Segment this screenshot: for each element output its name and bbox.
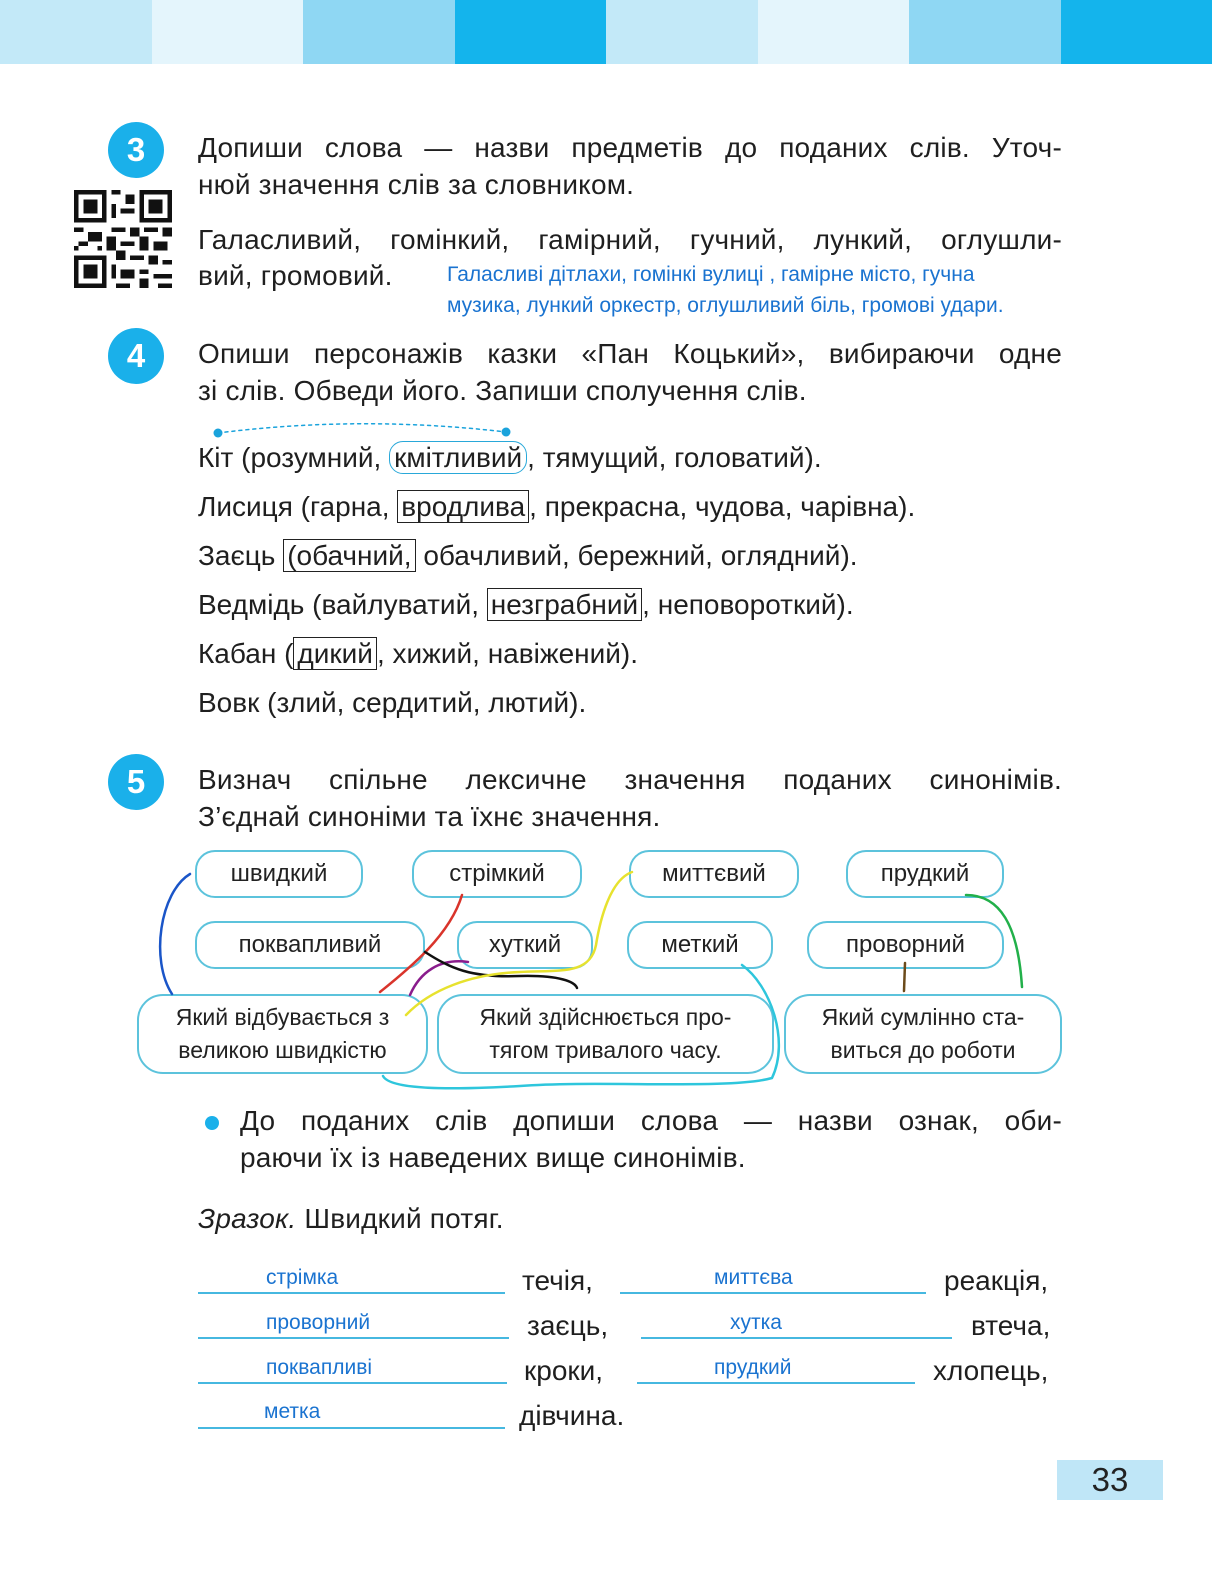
yellow-line <box>406 872 632 1015</box>
noun-label: дівчина. <box>519 1400 625 1431</box>
answer-handwritten: хутка <box>730 1311 782 1334</box>
answer-line[interactable] <box>637 1382 915 1384</box>
synonym-strimkyi[interactable]: стрімкий <box>412 850 582 898</box>
synonym-provornyi[interactable]: проворний <box>807 921 1004 969</box>
synonym-pokvaplyvyi[interactable]: поквапливий <box>195 921 425 969</box>
exercise-3-words-cont: вий, громовий. <box>198 260 393 291</box>
row-text: , неповороткий). <box>642 589 854 620</box>
answer-handwritten: прудкий <box>714 1356 792 1379</box>
exercise-4-instruction-cont: зі слів. Обведи його. Запиши сполучення слів. <box>198 375 807 406</box>
noun-label: реакція, <box>944 1265 1049 1296</box>
answer-line[interactable] <box>198 1337 509 1339</box>
brown-line <box>904 963 905 991</box>
cyan-line <box>383 965 779 1088</box>
blue-line <box>160 874 190 994</box>
meaning-line: виться до роботи <box>830 1037 1016 1063</box>
synonym-prudkyi[interactable]: прудкий <box>846 850 1004 898</box>
row-text: Вовк (злий, сердитий, лютий). <box>198 687 587 718</box>
row-text: Заєць <box>198 540 284 571</box>
circled-word: кмітливий <box>389 441 527 474</box>
boxed-word: вродлива <box>397 490 529 523</box>
dot-marker <box>502 428 511 437</box>
meaning-line: великою швидкістю <box>178 1037 387 1063</box>
exercise-4-badge: 4 <box>108 328 164 384</box>
exercise-3-answer-line2: музика, лункий оркестр, оглушливий біль, громові удари. <box>447 294 1004 317</box>
exercise-3-answer-line1: Галасливі дітлахи, гомінкі вулиці , гамірне місто, гучна <box>447 263 975 286</box>
exercise-4-instruction: Опиши персонажів казки «Пан Коцький», вибираючи одне <box>198 338 1062 369</box>
sample-text: Швидкий потяг. <box>296 1203 504 1234</box>
answer-handwritten: проворний <box>266 1311 371 1334</box>
answer-handwritten: стрімка <box>266 1266 339 1289</box>
meaning-line: тягом тривалого часу. <box>489 1037 722 1063</box>
answer-line[interactable] <box>198 1427 505 1429</box>
answer-handwritten: миттєва <box>714 1266 793 1289</box>
green-line <box>966 895 1022 987</box>
synonym-khutkyi[interactable]: хуткий <box>457 921 593 969</box>
row-text: , хижий, навіжений). <box>376 638 638 669</box>
row-text: Лисиця (гарна, <box>198 491 398 522</box>
noun-label: течія, <box>522 1265 593 1296</box>
boxed-word: (обачний, <box>283 539 415 572</box>
answer-line[interactable] <box>198 1382 507 1384</box>
answer-line[interactable] <box>641 1337 952 1339</box>
meaning-line: Який відбувається з <box>175 1004 390 1030</box>
row-text: Кіт (розумний, <box>198 442 390 473</box>
exercise-5-instruction-cont: З’єднай синоніми та їхнє значення. <box>198 801 661 832</box>
boxed-word: незграбний <box>487 588 642 621</box>
boxed-word: дикий <box>293 637 377 670</box>
exercise-3-instruction: Допиши слова — назви предметів до поданих слів. Уточ- <box>198 132 1062 163</box>
row-text: Ведмідь (вайлуватий, <box>198 589 487 620</box>
exercise-3-badge: 3 <box>108 122 164 178</box>
synonym-shvydkyi[interactable]: швидкий <box>195 850 363 898</box>
exercise-5-subtask-cont: раючи їх із наведених вище синонімів. <box>240 1142 746 1173</box>
meaning-line: Який здійснюється про- <box>479 1004 732 1030</box>
page-number: 33 <box>1057 1460 1163 1500</box>
synonym-metkyi[interactable]: меткий <box>627 921 773 969</box>
exercise-5-badge: 5 <box>108 754 164 810</box>
noun-label: хлопець, <box>933 1355 1049 1386</box>
noun-label: заєць, <box>527 1310 609 1341</box>
noun-label: втеча, <box>971 1310 1051 1341</box>
exercise-3-instruction-cont: нюй значення слів за словником. <box>198 169 635 200</box>
sample-label: Зразок. <box>198 1203 297 1234</box>
sample <box>198 1200 504 1237</box>
exercise-3-words: Галасливий, гомінкий, гамірний, гучний, лункий, оглушли- <box>198 224 1062 255</box>
exercise-5-subtask: До поданих слів допиши слова — назви ознак, оби- <box>240 1105 1062 1136</box>
row-text: , прекрасна, чудова, чарівна). <box>529 491 916 522</box>
exercise-5-instruction: Визнач спільне лексичне значення поданих синонімів. <box>198 764 1062 795</box>
answer-handwritten: метка <box>264 1400 321 1423</box>
row-text: , тямущий, головатий). <box>527 442 822 473</box>
bullet-icon <box>205 1116 219 1130</box>
synonym-myttievyi[interactable]: миттєвий <box>629 850 799 898</box>
row-text: обачливий, бережний, оглядний). <box>415 540 858 571</box>
answer-line[interactable] <box>198 1292 505 1294</box>
dot-marker <box>214 429 223 438</box>
noun-label: кроки, <box>524 1355 604 1386</box>
meaning-line: Який сумлінно ста- <box>821 1004 1025 1030</box>
row-text: Кабан ( <box>198 638 294 669</box>
answer-handwritten: поквапливі <box>266 1356 373 1379</box>
answer-line[interactable] <box>620 1292 926 1294</box>
dotted-connector <box>218 424 506 433</box>
